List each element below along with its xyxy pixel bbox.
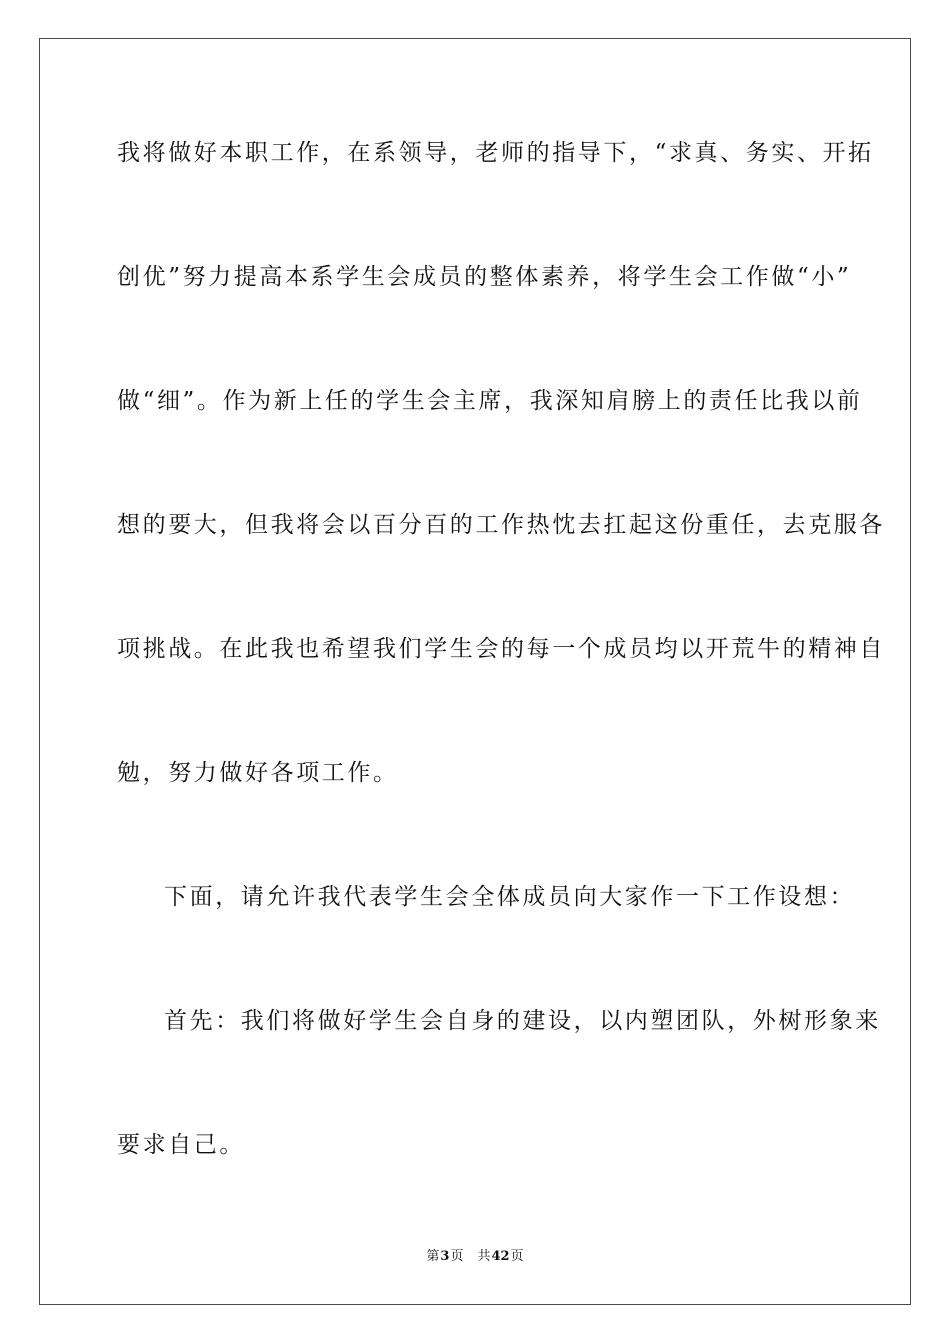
paragraph-line: 勉，努力做好各项工作。	[117, 760, 399, 786]
paragraph-line: 首先：我们将做好学生会自身的建设，以内塑团队，外树形象来	[164, 1008, 881, 1034]
footer-total-suffix: 页	[510, 1249, 524, 1264]
footer-total-prefix: 共	[477, 1249, 491, 1264]
paragraph-line: 我将做好本职工作，在系领导，老师的指导下，“求真、务实、开拓	[117, 140, 874, 166]
paragraph-line: 项挑战。在此我也希望我们学生会的每一个成员均以开荒牛的精神自	[117, 636, 885, 662]
footer-total-pages: 42	[491, 1249, 510, 1264]
page-footer	[0, 1248, 950, 1266]
footer-page-number: 3	[440, 1249, 450, 1264]
page-frame	[39, 38, 911, 1305]
paragraph-line: 做“细”。作为新上任的学生会主席，我深知肩膀上的责任比我以前	[117, 388, 863, 414]
paragraph-line: 创优”努力提高本系学生会成员的整体素养，将学生会工作做“小”	[117, 264, 852, 290]
footer-page-prefix: 第	[426, 1249, 440, 1264]
footer-page-suffix: 页	[450, 1249, 464, 1264]
paragraph-line: 要求自己。	[117, 1132, 245, 1158]
paragraph-line: 下面，请允许我代表学生会全体成员向大家作一下工作设想：	[164, 884, 856, 910]
paragraph-line: 想的要大，但我将会以百分百的工作热忱去扛起这份重任，去克服各	[117, 512, 885, 538]
